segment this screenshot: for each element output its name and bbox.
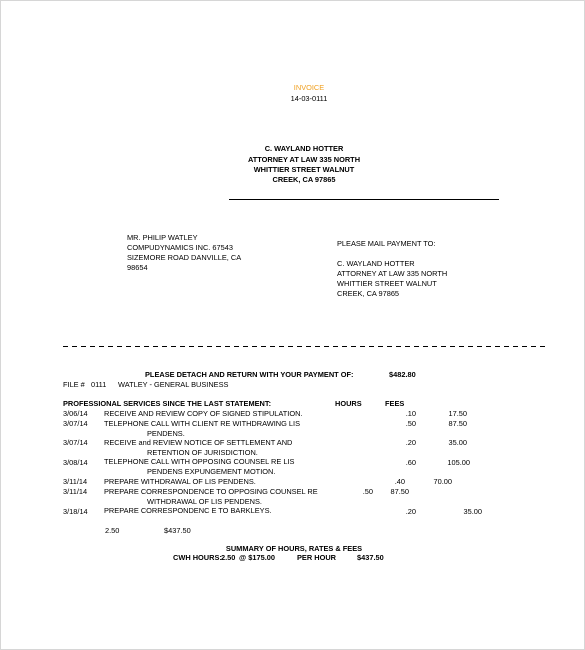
row-description: PREPARE CORRESPONDENCE TO OPPOSING COUNSEL RE <box>104 487 318 496</box>
row-hours: .10 <box>405 409 416 418</box>
mail-to-address-line: WHITTIER STREET WALNUT <box>337 279 437 288</box>
row-date: 3/11/14 <box>63 487 88 496</box>
row-hours: .40 <box>394 477 405 486</box>
client-zip: 98654 <box>127 263 148 272</box>
row-description-cont: PENDENS EXPUNGEMENT MOTION. <box>147 467 276 476</box>
sender-address-line: ATTORNEY AT LAW 335 NORTH <box>247 155 361 164</box>
row-fees: 17.50 <box>448 409 467 418</box>
row-fees: 87.50 <box>448 419 467 428</box>
row-hours: .20 <box>405 507 416 516</box>
row-description-cont: WITHDRAWAL OF LIS PENDENS. <box>147 497 262 506</box>
row-date: 3/07/14 <box>63 419 88 428</box>
client-street: SIZEMORE ROAD DANVILLE, CA <box>127 253 242 262</box>
row-date: 3/06/14 <box>63 409 88 418</box>
row-date: 3/07/14 <box>63 438 88 447</box>
summary-total: $437.50 <box>357 553 384 562</box>
header-rule <box>229 199 499 200</box>
row-date: 3/08/14 <box>63 458 88 467</box>
row-hours: .50 <box>405 419 416 428</box>
row-fees: 35.00 <box>448 438 467 447</box>
sender-address-line: WHITTIER STREET WALNUT <box>253 165 355 174</box>
sender-address-line: CREEK, CA 97865 <box>272 175 336 184</box>
row-date: 3/11/14 <box>63 477 88 486</box>
summary-heading: SUMMARY OF HOURS, RATES & FEES <box>225 544 363 553</box>
remit-text: PLEASE DETACH AND RETURN WITH YOUR PAYMENT OF: <box>145 370 354 379</box>
file-description: WATLEY - GENERAL BUSINESS <box>118 380 229 389</box>
total-fees: $437.50 <box>164 526 191 535</box>
fees-header: FEES <box>385 399 405 408</box>
services-heading: PROFESSIONAL SERVICES SINCE THE LAST STATEMENT: <box>63 399 272 408</box>
row-hours: .50 <box>362 487 373 496</box>
invoice-number: 14-03-0111 <box>290 94 328 103</box>
row-fees: 70.00 <box>433 477 452 486</box>
row-hours: .60 <box>405 458 416 467</box>
row-description: TELEPHONE CALL WITH CLIENT RE WITHDRAWING LIS <box>104 419 301 428</box>
mail-to-address-line: ATTORNEY AT LAW 335 NORTH <box>337 269 448 278</box>
row-description-cont: PENDENS. <box>147 429 185 438</box>
client-company: COMPUDYNAMICS INC. 67543 <box>127 243 233 252</box>
file-number: 0111 <box>91 380 107 389</box>
row-fees: 35.00 <box>463 507 482 516</box>
sender-name: C. WAYLAND HOTTER <box>264 144 344 153</box>
row-description: PREPARE WITHDRAWAL OF LIS PENDENS. <box>104 477 256 486</box>
remit-amount: $482.80 <box>389 370 416 379</box>
mail-to-name: C. WAYLAND HOTTER <box>337 259 415 268</box>
row-description: TELEPHONE CALL WITH OPPOSING COUNSEL RE LIS <box>104 457 295 466</box>
mail-to-heading: PLEASE MAIL PAYMENT TO: <box>337 239 436 248</box>
row-description-cont: RETENTION OF JURISDICTION. <box>147 448 258 457</box>
summary-rate: @ $175.00 <box>239 553 275 562</box>
row-hours: .20 <box>405 438 416 447</box>
row-fees: 87.50 <box>390 487 409 496</box>
row-date: 3/18/14 <box>63 507 88 516</box>
row-fees: 105.00 <box>447 458 470 467</box>
summary-label: CWH HOURS: <box>173 553 222 562</box>
invoice-title: INVOICE <box>293 83 325 92</box>
row-description: PREPARE CORRESPONDENC E TO BARKLEYS. <box>104 506 272 515</box>
detach-line <box>63 346 545 347</box>
summary-per-hour: PER HOUR <box>297 553 337 562</box>
total-hours: 2.50 <box>105 526 120 535</box>
hours-header: HOURS <box>335 399 362 408</box>
file-label: FILE # <box>63 380 85 389</box>
row-description: RECEIVE AND REVIEW COPY OF SIGNED STIPULATION. <box>104 409 303 418</box>
summary-hours: 2.50 <box>221 553 236 562</box>
mail-to-address-line: CREEK, CA 97865 <box>337 289 400 298</box>
client-name: MR. PHILIP WATLEY <box>127 233 198 242</box>
row-description: RECEIVE and REVIEW NOTICE OF SETTLEMENT AND <box>104 438 293 447</box>
